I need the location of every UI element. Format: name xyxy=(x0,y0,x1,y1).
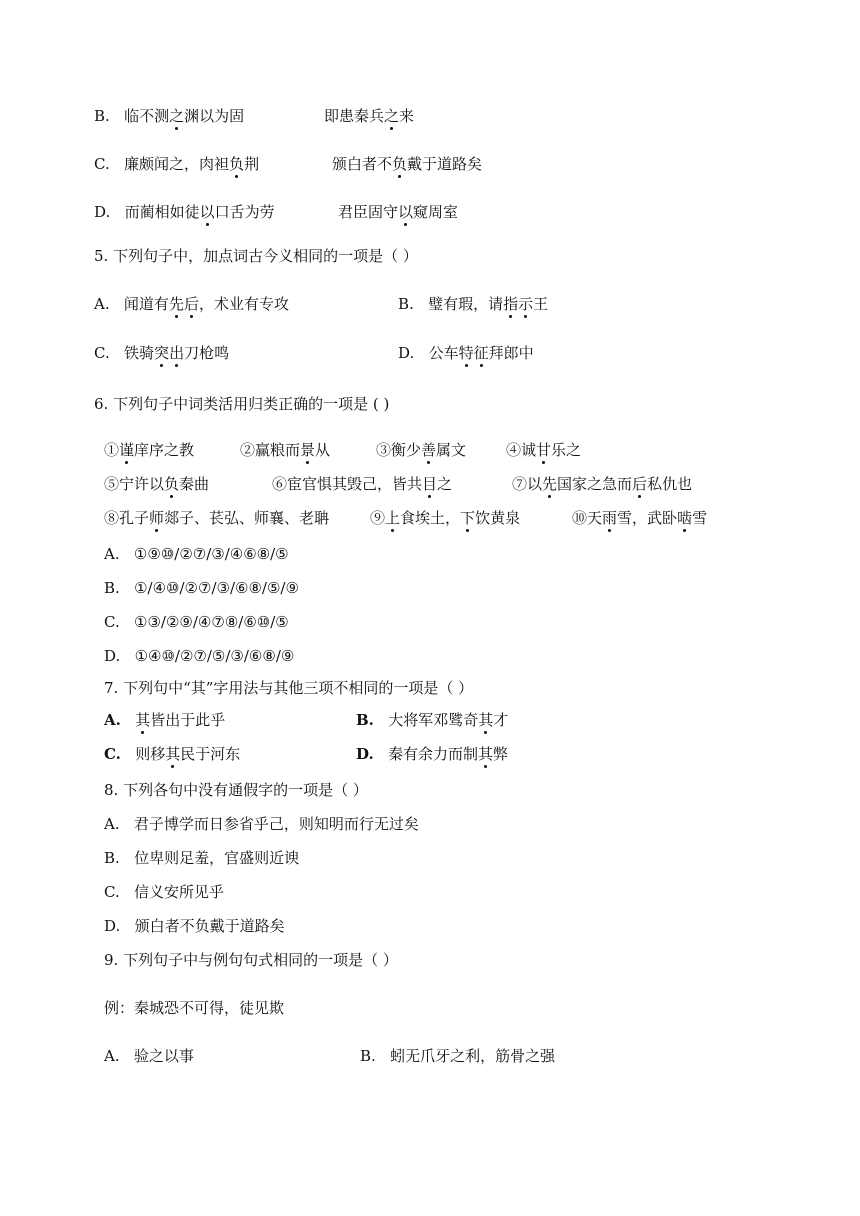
item-text: ⑩天 xyxy=(572,509,603,527)
option-label: A. xyxy=(104,1047,120,1065)
option-label: A. xyxy=(104,545,120,563)
option-text: 验之以事 xyxy=(133,1047,194,1065)
item-text: 郯子、苌弘、师襄、老聃 xyxy=(164,509,330,527)
q6-item-8 xyxy=(104,508,329,528)
option-text-part: ，术业有专攻 xyxy=(198,295,289,313)
option-label: B. xyxy=(356,711,374,729)
option-label: B. xyxy=(104,579,120,597)
q9-option-a[interactable] xyxy=(104,1046,194,1066)
dotted-char: 善 xyxy=(421,441,437,459)
q4-option-d[interactable] xyxy=(94,202,275,222)
q7-stem: 7. 下列句中“其”字用法与其他三项不相同的一项是（ ） xyxy=(104,679,474,697)
q8-option-a[interactable] xyxy=(104,814,419,834)
option-label: B. xyxy=(398,295,414,313)
q8-option-b[interactable] xyxy=(104,848,299,868)
option-text-part: 临不测 xyxy=(124,107,170,125)
item-text: 饮黄泉 xyxy=(475,509,521,527)
option-text-part: 廉颇闻之，肉袒 xyxy=(124,155,230,173)
dotted-char: 突 xyxy=(154,344,170,362)
q6-item-5 xyxy=(104,474,209,494)
dotted-char: 雨 xyxy=(602,509,618,527)
option-label: B. xyxy=(104,849,120,867)
dotted-char: 先 xyxy=(168,295,184,313)
item-text: 食埃土， xyxy=(400,509,461,527)
dotted-char: 师 xyxy=(149,509,165,527)
q6-item-2 xyxy=(240,440,330,460)
q8-stem: 8. 下列各句中没有通假字的一项是（ ） xyxy=(104,781,368,799)
option-text: ①③/②⑨/④⑦⑧/⑥⑩/⑤ xyxy=(134,613,289,631)
dotted-char: 后 xyxy=(183,295,199,313)
item-text: 雪 xyxy=(692,509,708,527)
option-label: C. xyxy=(94,155,110,173)
q4-option-d-second xyxy=(338,202,458,222)
q6-item-4 xyxy=(506,440,581,460)
option-label: A. xyxy=(94,295,110,313)
option-label: D. xyxy=(94,203,111,221)
option-text-part: 来 xyxy=(399,107,415,125)
q4-option-b-second xyxy=(324,106,414,126)
option-text: ①④⑩/②⑦/⑤/③/⑥⑧/⑨ xyxy=(134,647,295,665)
q4-option-c[interactable] xyxy=(94,154,259,174)
dotted-char: 后 xyxy=(632,475,648,493)
dotted-char: 出 xyxy=(169,344,185,362)
item-text: 雪，武卧 xyxy=(617,509,678,527)
q6-item-9 xyxy=(370,508,520,528)
item-text: ⑨ xyxy=(370,509,386,527)
option-label: B. xyxy=(94,107,110,125)
option-text-part: 才 xyxy=(493,711,509,729)
dotted-char: 指 xyxy=(503,295,519,313)
item-text: 私仇也 xyxy=(647,475,693,493)
q7-option-a[interactable] xyxy=(104,710,225,730)
option-text-part: 颁白者不 xyxy=(332,155,393,173)
dotted-char: 其 xyxy=(135,711,151,729)
q5-option-c[interactable] xyxy=(94,343,229,363)
option-text-part: 则移 xyxy=(135,745,166,763)
q6-option-d[interactable] xyxy=(104,646,294,666)
q7-option-c[interactable] xyxy=(104,744,240,764)
q9-example: 例：秦城恐不可得，徒见欺 xyxy=(104,999,285,1017)
option-text-part: 而蔺相如徒 xyxy=(124,203,200,221)
option-label: C. xyxy=(104,613,120,631)
option-text-part: 皆出于此乎 xyxy=(150,711,226,729)
option-label: A. xyxy=(104,711,121,729)
dotted-char: 负 xyxy=(392,155,408,173)
item-text: 之 xyxy=(437,475,453,493)
dotted-char: 下 xyxy=(460,509,476,527)
item-text: 秦曲 xyxy=(179,475,210,493)
dotted-char: 征 xyxy=(473,344,489,362)
option-text: 信义安所见乎 xyxy=(134,883,225,901)
item-text: 乐之 xyxy=(551,441,582,459)
dotted-char: 其 xyxy=(165,745,181,763)
option-text-part: 渊以为固 xyxy=(184,107,245,125)
option-text-part: 荆 xyxy=(244,155,260,173)
dotted-char: 之 xyxy=(384,107,400,125)
option-text: 君子博学而日参省乎己，则知明而行无过矣 xyxy=(133,815,419,833)
option-label: C. xyxy=(104,745,121,763)
item-text: ① xyxy=(104,441,120,459)
q7-option-b[interactable] xyxy=(356,710,508,730)
q5-option-d[interactable] xyxy=(398,343,534,363)
item-text: ⑤宁许以 xyxy=(104,475,165,493)
option-text-part: 闻道有 xyxy=(123,295,169,313)
option-text-part: 拜郎中 xyxy=(488,344,534,362)
option-text-part: 璧有瑕，请 xyxy=(428,295,504,313)
option-text: ①/④⑩/②⑦/③/⑥⑧/⑤/⑨ xyxy=(134,579,299,597)
dotted-char: 以 xyxy=(398,203,414,221)
dotted-char: 谨 xyxy=(119,441,135,459)
option-text-part: 刀枪鸣 xyxy=(184,344,230,362)
dotted-char: 其 xyxy=(478,745,494,763)
dotted-char: 之 xyxy=(169,107,185,125)
option-text: 蚓无爪牙之利，筋骨之强 xyxy=(390,1047,556,1065)
option-label: D. xyxy=(356,745,374,763)
option-label: D. xyxy=(104,917,121,935)
option-text: 颁白者不负戴于道路矣 xyxy=(134,917,285,935)
q6-option-a[interactable] xyxy=(104,544,289,564)
q6-option-c[interactable] xyxy=(104,612,289,632)
q9-stem: 9. 下列句子中与例句句式相同的一项是（ ） xyxy=(104,951,398,969)
q9-option-b[interactable] xyxy=(360,1046,555,1066)
dotted-char: 啮 xyxy=(677,509,693,527)
dotted-char: 景 xyxy=(300,441,316,459)
option-text-part: 君臣固守 xyxy=(338,203,399,221)
q5-stem: 5. 下列句子中，加点词古今义相同的一项是（ ） xyxy=(94,247,418,265)
option-text-part: 大将军邓骘奇 xyxy=(388,711,479,729)
dotted-char: 先 xyxy=(542,475,558,493)
item-text: 庠序之教 xyxy=(134,441,195,459)
item-text: 从 xyxy=(315,441,331,459)
item-text: ⑦以 xyxy=(512,475,543,493)
dotted-char: 目 xyxy=(422,475,438,493)
option-text-part: 弊 xyxy=(493,745,509,763)
dotted-char: 示 xyxy=(518,295,534,313)
q4-option-b[interactable] xyxy=(94,106,244,126)
option-text: 位卑则足羞，官盛则近谀 xyxy=(134,849,300,867)
dotted-char: 以 xyxy=(199,203,215,221)
dotted-char: 其 xyxy=(478,711,494,729)
option-text-part: 公车 xyxy=(428,344,459,362)
dotted-char: 负 xyxy=(164,475,180,493)
option-text-part: 窥周室 xyxy=(413,203,459,221)
option-label: C. xyxy=(94,344,110,362)
q8-option-c[interactable] xyxy=(104,882,224,902)
option-text-part: 王 xyxy=(533,295,549,313)
option-label: C. xyxy=(104,883,120,901)
dotted-char: 甘 xyxy=(536,441,552,459)
q8-option-d[interactable] xyxy=(104,916,285,936)
item-text: ⑧孔子 xyxy=(104,509,150,527)
option-text-part: 民于河东 xyxy=(180,745,241,763)
q6-item-3 xyxy=(376,440,466,460)
q5-option-b[interactable] xyxy=(398,294,548,314)
q6-item-6 xyxy=(272,474,452,494)
option-text-part: 铁骑 xyxy=(124,344,155,362)
option-text: ①⑨⑩/②⑦/③/④⑥⑧/⑤ xyxy=(133,545,289,563)
q6-item-10 xyxy=(572,508,707,528)
dotted-char: 上 xyxy=(385,509,401,527)
q7-option-d[interactable] xyxy=(356,744,508,764)
dotted-char: 负 xyxy=(229,155,245,173)
option-label: B. xyxy=(360,1047,376,1065)
q6-option-b[interactable] xyxy=(104,578,299,598)
q6-stem: 6. 下列句子中词类活用归类正确的一项是 ( ) xyxy=(94,395,390,413)
item-text: ③衡少 xyxy=(376,441,422,459)
option-text-part: 秦有余力而制 xyxy=(388,745,479,763)
option-label: A. xyxy=(104,815,120,833)
item-text: ④诚 xyxy=(506,441,537,459)
item-text: ②赢粮而 xyxy=(240,441,301,459)
q6-item-7 xyxy=(512,474,692,494)
q4-option-c-second xyxy=(332,154,482,174)
item-text: ⑥宦官惧其毁己，皆共 xyxy=(272,475,423,493)
q5-option-a[interactable] xyxy=(94,294,289,314)
option-text-part: 口舌为劳 xyxy=(214,203,275,221)
dotted-char: 特 xyxy=(458,344,474,362)
q6-item-1 xyxy=(104,440,194,460)
option-label: D. xyxy=(398,344,415,362)
item-text: 属文 xyxy=(436,441,467,459)
option-text-part: 戴于道路矣 xyxy=(407,155,483,173)
item-text: 国家之急而 xyxy=(557,475,633,493)
option-text-part: 即患秦兵 xyxy=(324,107,385,125)
option-label: D. xyxy=(104,647,121,665)
